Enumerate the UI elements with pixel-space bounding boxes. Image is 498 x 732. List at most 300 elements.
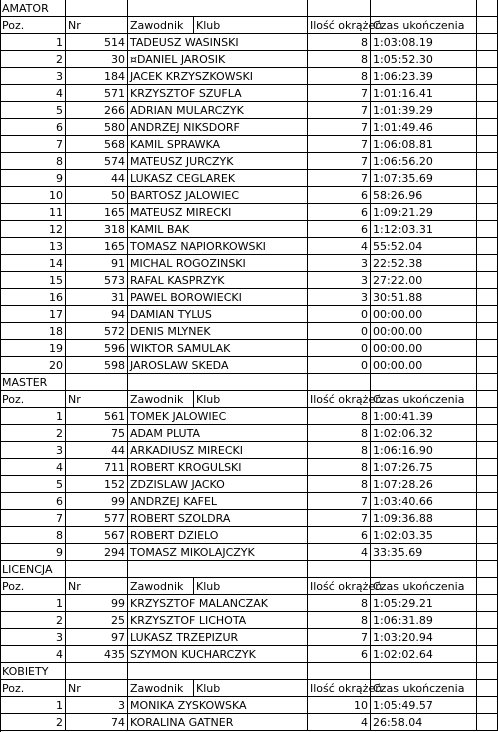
cell-ilosc-okrazen: 7 — [308, 510, 371, 527]
table-row — [0, 119, 498, 136]
blank-cell — [477, 340, 498, 357]
blank-cell — [308, 561, 371, 578]
cell-czas: 00:00.00 — [371, 357, 477, 374]
cell-zawodnik: TADEUSZ WASINSKI — [128, 34, 308, 51]
cell-zawodnik: WIKTOR SAMULAK — [128, 340, 308, 357]
cell-poz: 2 — [0, 51, 66, 68]
cell-nr: 561 — [66, 408, 128, 425]
table-row — [0, 187, 498, 204]
blank-cell — [477, 289, 498, 306]
cell-zawodnik: KRZYSZTOF LICHOTA — [128, 612, 308, 629]
section-title-row — [0, 0, 498, 17]
cell-nr: 266 — [66, 102, 128, 119]
cell-ilosc-okrazen: 7 — [308, 153, 371, 170]
cell-poz: 1 — [0, 408, 66, 425]
cell-ilosc-okrazen: 8 — [308, 459, 371, 476]
cell-czas: 22:52.38 — [371, 255, 477, 272]
blank-cell — [477, 170, 498, 187]
cell-czas: 1:06:56.20 — [371, 153, 477, 170]
cell-ilosc-okrazen: 4 — [308, 544, 371, 561]
cell-poz: 9 — [0, 170, 66, 187]
blank-cell — [308, 663, 371, 680]
header-klub: Klub — [194, 680, 308, 697]
cell-zawodnik: KRZYSZTOF MALANCZAK — [128, 595, 308, 612]
cell-czas: 33:35.69 — [371, 544, 477, 561]
cell-czas: 1:02:02.64 — [371, 646, 477, 663]
cell-czas: 26:58.04 — [371, 714, 477, 731]
table-row — [0, 170, 498, 187]
header-nr: Nr — [66, 17, 128, 34]
cell-ilosc-okrazen: 8 — [308, 51, 371, 68]
cell-poz: 17 — [0, 306, 66, 323]
cell-zawodnik: MICHAL ROGOZINSKI — [128, 255, 308, 272]
table-row — [0, 221, 498, 238]
section-title: KOBIETY — [0, 663, 66, 680]
cell-ilosc-okrazen: 6 — [308, 204, 371, 221]
header-row — [0, 17, 498, 34]
cell-czas: 1:02:06.32 — [371, 425, 477, 442]
section-title-row — [0, 374, 498, 391]
cell-poz: 4 — [0, 646, 66, 663]
header-czas-ukonczenia: Czas ukończenia — [371, 391, 477, 408]
cell-poz: 3 — [0, 68, 66, 85]
cell-zawodnik: JACEK KRZYSZKOWSKI — [128, 68, 308, 85]
cell-poz: 3 — [0, 442, 66, 459]
cell-nr: 99 — [66, 493, 128, 510]
cell-nr: 44 — [66, 170, 128, 187]
header-poz: Poz. — [0, 17, 66, 34]
cell-ilosc-okrazen: 0 — [308, 357, 371, 374]
cell-nr: 94 — [66, 306, 128, 323]
cell-nr: 568 — [66, 136, 128, 153]
table-row — [0, 459, 498, 476]
table-row — [0, 493, 498, 510]
blank-cell — [477, 442, 498, 459]
cell-zawodnik: ROBERT DZIELO — [128, 527, 308, 544]
section-title: AMATOR — [0, 0, 66, 17]
cell-ilosc-okrazen: 8 — [308, 476, 371, 493]
cell-nr: 573 — [66, 272, 128, 289]
blank-cell — [477, 459, 498, 476]
blank-cell — [66, 374, 128, 391]
cell-poz: 8 — [0, 527, 66, 544]
blank-cell — [371, 561, 477, 578]
header-nr: Nr — [66, 680, 128, 697]
blank-cell — [477, 578, 498, 595]
cell-nr: 99 — [66, 595, 128, 612]
cell-ilosc-okrazen: 7 — [308, 102, 371, 119]
blank-cell — [477, 323, 498, 340]
cell-poz: 2 — [0, 425, 66, 442]
cell-nr: 74 — [66, 714, 128, 731]
header-row — [0, 680, 498, 697]
header-klub: Klub — [194, 578, 308, 595]
cell-nr: 711 — [66, 459, 128, 476]
cell-zawodnik: ARKADIUSZ MIRECKI — [128, 442, 308, 459]
cell-poz: 18 — [0, 323, 66, 340]
header-poz: Poz. — [0, 578, 66, 595]
cell-poz: 16 — [0, 289, 66, 306]
header-zawodnik: Zawodnik — [128, 17, 194, 34]
blank-cell — [477, 221, 498, 238]
cell-poz: 6 — [0, 493, 66, 510]
cell-zawodnik: MONIKA ZYSKOWSKA — [128, 697, 308, 714]
table-row — [0, 357, 498, 374]
header-nr: Nr — [66, 391, 128, 408]
header-ilosc-okrazen: Ilość okrążeń — [310, 19, 383, 32]
blank-cell — [308, 374, 371, 391]
header-row — [0, 391, 498, 408]
blank-cell — [477, 85, 498, 102]
cell-zawodnik: MATEUSZ MIRECKI — [128, 204, 308, 221]
blank-cell — [477, 255, 498, 272]
blank-cell — [371, 0, 477, 17]
table-row — [0, 306, 498, 323]
blank-cell — [477, 680, 498, 697]
section-title-row — [0, 663, 498, 680]
table-row — [0, 408, 498, 425]
cell-zawodnik: ANDRZEJ KAFEL — [128, 493, 308, 510]
header-nr: Nr — [66, 578, 128, 595]
header-klub: Klub — [194, 391, 308, 408]
blank-cell — [477, 408, 498, 425]
cell-zawodnik: ZDZISLAW JACKO — [128, 476, 308, 493]
cell-poz: 13 — [0, 238, 66, 255]
cell-poz: 19 — [0, 340, 66, 357]
cell-zawodnik: RAFAL KASPRZYK — [128, 272, 308, 289]
blank-cell — [477, 391, 498, 408]
cell-ilosc-okrazen: 6 — [308, 221, 371, 238]
cell-ilosc-okrazen: 7 — [308, 119, 371, 136]
cell-ilosc-okrazen: 6 — [308, 646, 371, 663]
cell-czas: 1:09:36.88 — [371, 510, 477, 527]
cell-ilosc-okrazen: 7 — [308, 493, 371, 510]
blank-cell — [308, 0, 371, 17]
table-row — [0, 476, 498, 493]
header-ilosc-okrazen: Ilość okrążeń — [310, 682, 383, 695]
cell-ilosc-okrazen: 8 — [308, 68, 371, 85]
cell-poz: 1 — [0, 34, 66, 51]
cell-czas: 1:09:21.29 — [371, 204, 477, 221]
header-zawodnik: Zawodnik — [128, 578, 194, 595]
cell-zawodnik: DAMIAN TYLUS — [128, 306, 308, 323]
blank-cell — [477, 646, 498, 663]
table-row — [0, 255, 498, 272]
table-row — [0, 102, 498, 119]
table-row — [0, 544, 498, 561]
cell-zawodnik: KAMIL BAK — [128, 221, 308, 238]
header-poz: Poz. — [0, 391, 66, 408]
cell-czas: 1:01:39.29 — [371, 102, 477, 119]
cell-ilosc-okrazen: 3 — [308, 289, 371, 306]
cell-czas: 1:02:03.35 — [371, 527, 477, 544]
cell-poz: 7 — [0, 136, 66, 153]
table-row — [0, 595, 498, 612]
cell-poz: 20 — [0, 357, 66, 374]
header-klub: Klub — [194, 17, 308, 34]
table-row — [0, 204, 498, 221]
cell-czas: 1:03:20.94 — [371, 629, 477, 646]
cell-ilosc-okrazen: 3 — [308, 272, 371, 289]
cell-nr: 514 — [66, 34, 128, 51]
cell-poz: 11 — [0, 204, 66, 221]
cell-nr: 598 — [66, 357, 128, 374]
blank-cell — [477, 136, 498, 153]
blank-cell — [477, 204, 498, 221]
cell-nr: 580 — [66, 119, 128, 136]
cell-czas: 00:00.00 — [371, 306, 477, 323]
cell-ilosc-okrazen: 7 — [308, 629, 371, 646]
cell-nr: 75 — [66, 425, 128, 442]
table-row — [0, 153, 498, 170]
section-title: MASTER — [0, 374, 66, 391]
cell-poz: 10 — [0, 187, 66, 204]
blank-cell — [128, 0, 308, 17]
cell-nr: 577 — [66, 510, 128, 527]
cell-poz: 3 — [0, 629, 66, 646]
blank-cell — [477, 102, 498, 119]
cell-ilosc-okrazen: 3 — [308, 255, 371, 272]
cell-nr: 97 — [66, 629, 128, 646]
cell-poz: 9 — [0, 544, 66, 561]
cell-ilosc-okrazen: 8 — [308, 425, 371, 442]
header-ilosc-okrazen: Ilość okrążeń — [310, 393, 383, 406]
cell-ilosc-okrazen: 6 — [308, 527, 371, 544]
cell-ilosc-okrazen: 7 — [308, 85, 371, 102]
blank-cell — [477, 629, 498, 646]
cell-czas: 1:00:41.39 — [371, 408, 477, 425]
blank-cell — [477, 595, 498, 612]
cell-poz: 2 — [0, 714, 66, 731]
table-row — [0, 51, 498, 68]
cell-zawodnik: PAWEL BOROWIECKI — [128, 289, 308, 306]
cell-nr: 574 — [66, 153, 128, 170]
cell-ilosc-okrazen: 8 — [308, 408, 371, 425]
blank-cell — [371, 374, 477, 391]
blank-cell — [477, 544, 498, 561]
cell-nr: 165 — [66, 238, 128, 255]
cell-czas: 1:05:29.21 — [371, 595, 477, 612]
cell-poz: 4 — [0, 459, 66, 476]
cell-nr: 31 — [66, 289, 128, 306]
cell-ilosc-okrazen: 0 — [308, 323, 371, 340]
cell-poz: 14 — [0, 255, 66, 272]
table-row — [0, 612, 498, 629]
left-border — [0, 0, 1, 732]
cell-czas: 1:06:31.89 — [371, 612, 477, 629]
header-poz: Poz. — [0, 680, 66, 697]
blank-cell — [477, 34, 498, 51]
cell-zawodnik: LUKASZ CEGLAREK — [128, 170, 308, 187]
table-row — [0, 34, 498, 51]
cell-poz: 1 — [0, 595, 66, 612]
blank-cell — [371, 663, 477, 680]
cell-zawodnik: ¤DANIEL JAROSIK — [128, 51, 308, 68]
cell-nr: 318 — [66, 221, 128, 238]
cell-czas: 1:06:16.90 — [371, 442, 477, 459]
cell-czas: 1:12:03.31 — [371, 221, 477, 238]
cell-poz: 7 — [0, 510, 66, 527]
cell-zawodnik: DENIS MLYNEK — [128, 323, 308, 340]
cell-czas: 1:06:23.39 — [371, 68, 477, 85]
table-row — [0, 68, 498, 85]
table-row — [0, 646, 498, 663]
cell-nr: 3 — [66, 697, 128, 714]
table-row — [0, 238, 498, 255]
cell-ilosc-okrazen: 4 — [308, 714, 371, 731]
cell-czas: 1:03:08.19 — [371, 34, 477, 51]
section-title-row — [0, 561, 498, 578]
blank-cell — [66, 0, 128, 17]
cell-ilosc-okrazen: 8 — [308, 34, 371, 51]
blank-cell — [477, 493, 498, 510]
header-czas-ukonczenia: Czas ukończenia — [371, 680, 477, 697]
blank-cell — [128, 374, 308, 391]
cell-ilosc-okrazen: 8 — [308, 612, 371, 629]
blank-cell — [477, 0, 498, 17]
blank-cell — [66, 561, 128, 578]
table-row — [0, 425, 498, 442]
header-czas-ukonczenia: Czas ukończenia — [371, 17, 477, 34]
cell-ilosc-okrazen: 7 — [308, 170, 371, 187]
header-zawodnik: Zawodnik — [128, 680, 194, 697]
header-czas-ukonczenia: Czas ukończenia — [371, 578, 477, 595]
cell-zawodnik: BARTOSZ JALOWIEC — [128, 187, 308, 204]
cell-poz: 6 — [0, 119, 66, 136]
cell-nr: 571 — [66, 85, 128, 102]
table-row — [0, 85, 498, 102]
cell-czas: 00:00.00 — [371, 340, 477, 357]
table-row — [0, 136, 498, 153]
cell-czas: 55:52.04 — [371, 238, 477, 255]
blank-cell — [477, 697, 498, 714]
cell-zawodnik: JAROSLAW SKEDA — [128, 357, 308, 374]
cell-nr: 184 — [66, 68, 128, 85]
cell-zawodnik: ADRIAN MULARCZYK — [128, 102, 308, 119]
table-row — [0, 289, 498, 306]
section-title: LICENCJA — [0, 561, 66, 578]
blank-cell — [477, 119, 498, 136]
cell-zawodnik: TOMASZ MIKOLAJCZYK — [128, 544, 308, 561]
cell-ilosc-okrazen: 8 — [308, 442, 371, 459]
cell-czas: 00:00.00 — [371, 323, 477, 340]
cell-zawodnik: TOMEK JALOWIEC — [128, 408, 308, 425]
blank-cell — [477, 510, 498, 527]
cell-nr: 44 — [66, 442, 128, 459]
cell-czas: 1:06:08.81 — [371, 136, 477, 153]
cell-czas: 1:01:49.46 — [371, 119, 477, 136]
blank-cell — [477, 17, 498, 34]
blank-cell — [477, 51, 498, 68]
cell-zawodnik: SZYMON KUCHARCZYK — [128, 646, 308, 663]
header-row — [0, 578, 498, 595]
header-ilosc-okrazen: Ilość okrążeń — [310, 580, 383, 593]
cell-czas: 1:07:28.26 — [371, 476, 477, 493]
cell-poz: 15 — [0, 272, 66, 289]
cell-czas: 1:05:52.30 — [371, 51, 477, 68]
blank-cell — [477, 374, 498, 391]
cell-nr: 596 — [66, 340, 128, 357]
cell-poz: 5 — [0, 476, 66, 493]
cell-poz: 5 — [0, 102, 66, 119]
cell-nr: 572 — [66, 323, 128, 340]
cell-nr: 152 — [66, 476, 128, 493]
cell-czas: 58:26.96 — [371, 187, 477, 204]
cell-poz: 1 — [0, 697, 66, 714]
cell-ilosc-okrazen: 0 — [308, 340, 371, 357]
blank-cell — [477, 714, 498, 731]
cell-poz: 4 — [0, 85, 66, 102]
cell-zawodnik: ROBERT KROGULSKI — [128, 459, 308, 476]
cell-zawodnik: KRZYSZTOF SZUFLA — [128, 85, 308, 102]
cell-czas: 27:22.00 — [371, 272, 477, 289]
cell-zawodnik: LUKASZ TRZEPIZUR — [128, 629, 308, 646]
cell-ilosc-okrazen: 10 — [308, 697, 371, 714]
cell-czas: 1:07:35.69 — [371, 170, 477, 187]
cell-ilosc-okrazen: 8 — [308, 595, 371, 612]
blank-cell — [477, 612, 498, 629]
cell-nr: 165 — [66, 204, 128, 221]
table-row — [0, 697, 498, 714]
table-row — [0, 442, 498, 459]
blank-cell — [128, 561, 308, 578]
cell-czas: 1:05:49.57 — [371, 697, 477, 714]
cell-zawodnik: TOMASZ NAPIORKOWSKI — [128, 238, 308, 255]
blank-cell — [477, 187, 498, 204]
cell-nr: 25 — [66, 612, 128, 629]
blank-cell — [477, 306, 498, 323]
blank-cell — [128, 663, 308, 680]
cell-nr: 294 — [66, 544, 128, 561]
cell-ilosc-okrazen: 0 — [308, 306, 371, 323]
cell-zawodnik: ROBERT SZOLDRA — [128, 510, 308, 527]
cell-zawodnik: ANDRZEJ NIKSDORF — [128, 119, 308, 136]
cell-czas: 1:03:40.66 — [371, 493, 477, 510]
cell-czas: 1:01:16.41 — [371, 85, 477, 102]
cell-ilosc-okrazen: 4 — [308, 238, 371, 255]
cell-zawodnik: MATEUSZ JURCZYK — [128, 153, 308, 170]
cell-nr: 435 — [66, 646, 128, 663]
blank-cell — [477, 272, 498, 289]
blank-cell — [477, 153, 498, 170]
cell-zawodnik: KAMIL SPRAWKA — [128, 136, 308, 153]
cell-ilosc-okrazen: 6 — [308, 187, 371, 204]
blank-cell — [477, 561, 498, 578]
blank-cell — [477, 663, 498, 680]
cell-zawodnik: ADAM PLUTA — [128, 425, 308, 442]
blank-cell — [477, 238, 498, 255]
cell-zawodnik: KORALINA GATNER — [128, 714, 308, 731]
cell-poz: 12 — [0, 221, 66, 238]
header-zawodnik: Zawodnik — [128, 391, 194, 408]
cell-nr: 30 — [66, 51, 128, 68]
cell-czas: 30:51.88 — [371, 289, 477, 306]
blank-cell — [477, 476, 498, 493]
cell-ilosc-okrazen: 7 — [308, 136, 371, 153]
cell-nr: 91 — [66, 255, 128, 272]
cell-czas: 1:07:26.75 — [371, 459, 477, 476]
table-row — [0, 340, 498, 357]
blank-cell — [66, 663, 128, 680]
table-row — [0, 323, 498, 340]
blank-cell — [477, 425, 498, 442]
blank-cell — [477, 527, 498, 544]
cell-poz: 8 — [0, 153, 66, 170]
blank-cell — [477, 68, 498, 85]
cell-nr: 50 — [66, 187, 128, 204]
cell-nr: 567 — [66, 527, 128, 544]
cell-poz: 2 — [0, 612, 66, 629]
